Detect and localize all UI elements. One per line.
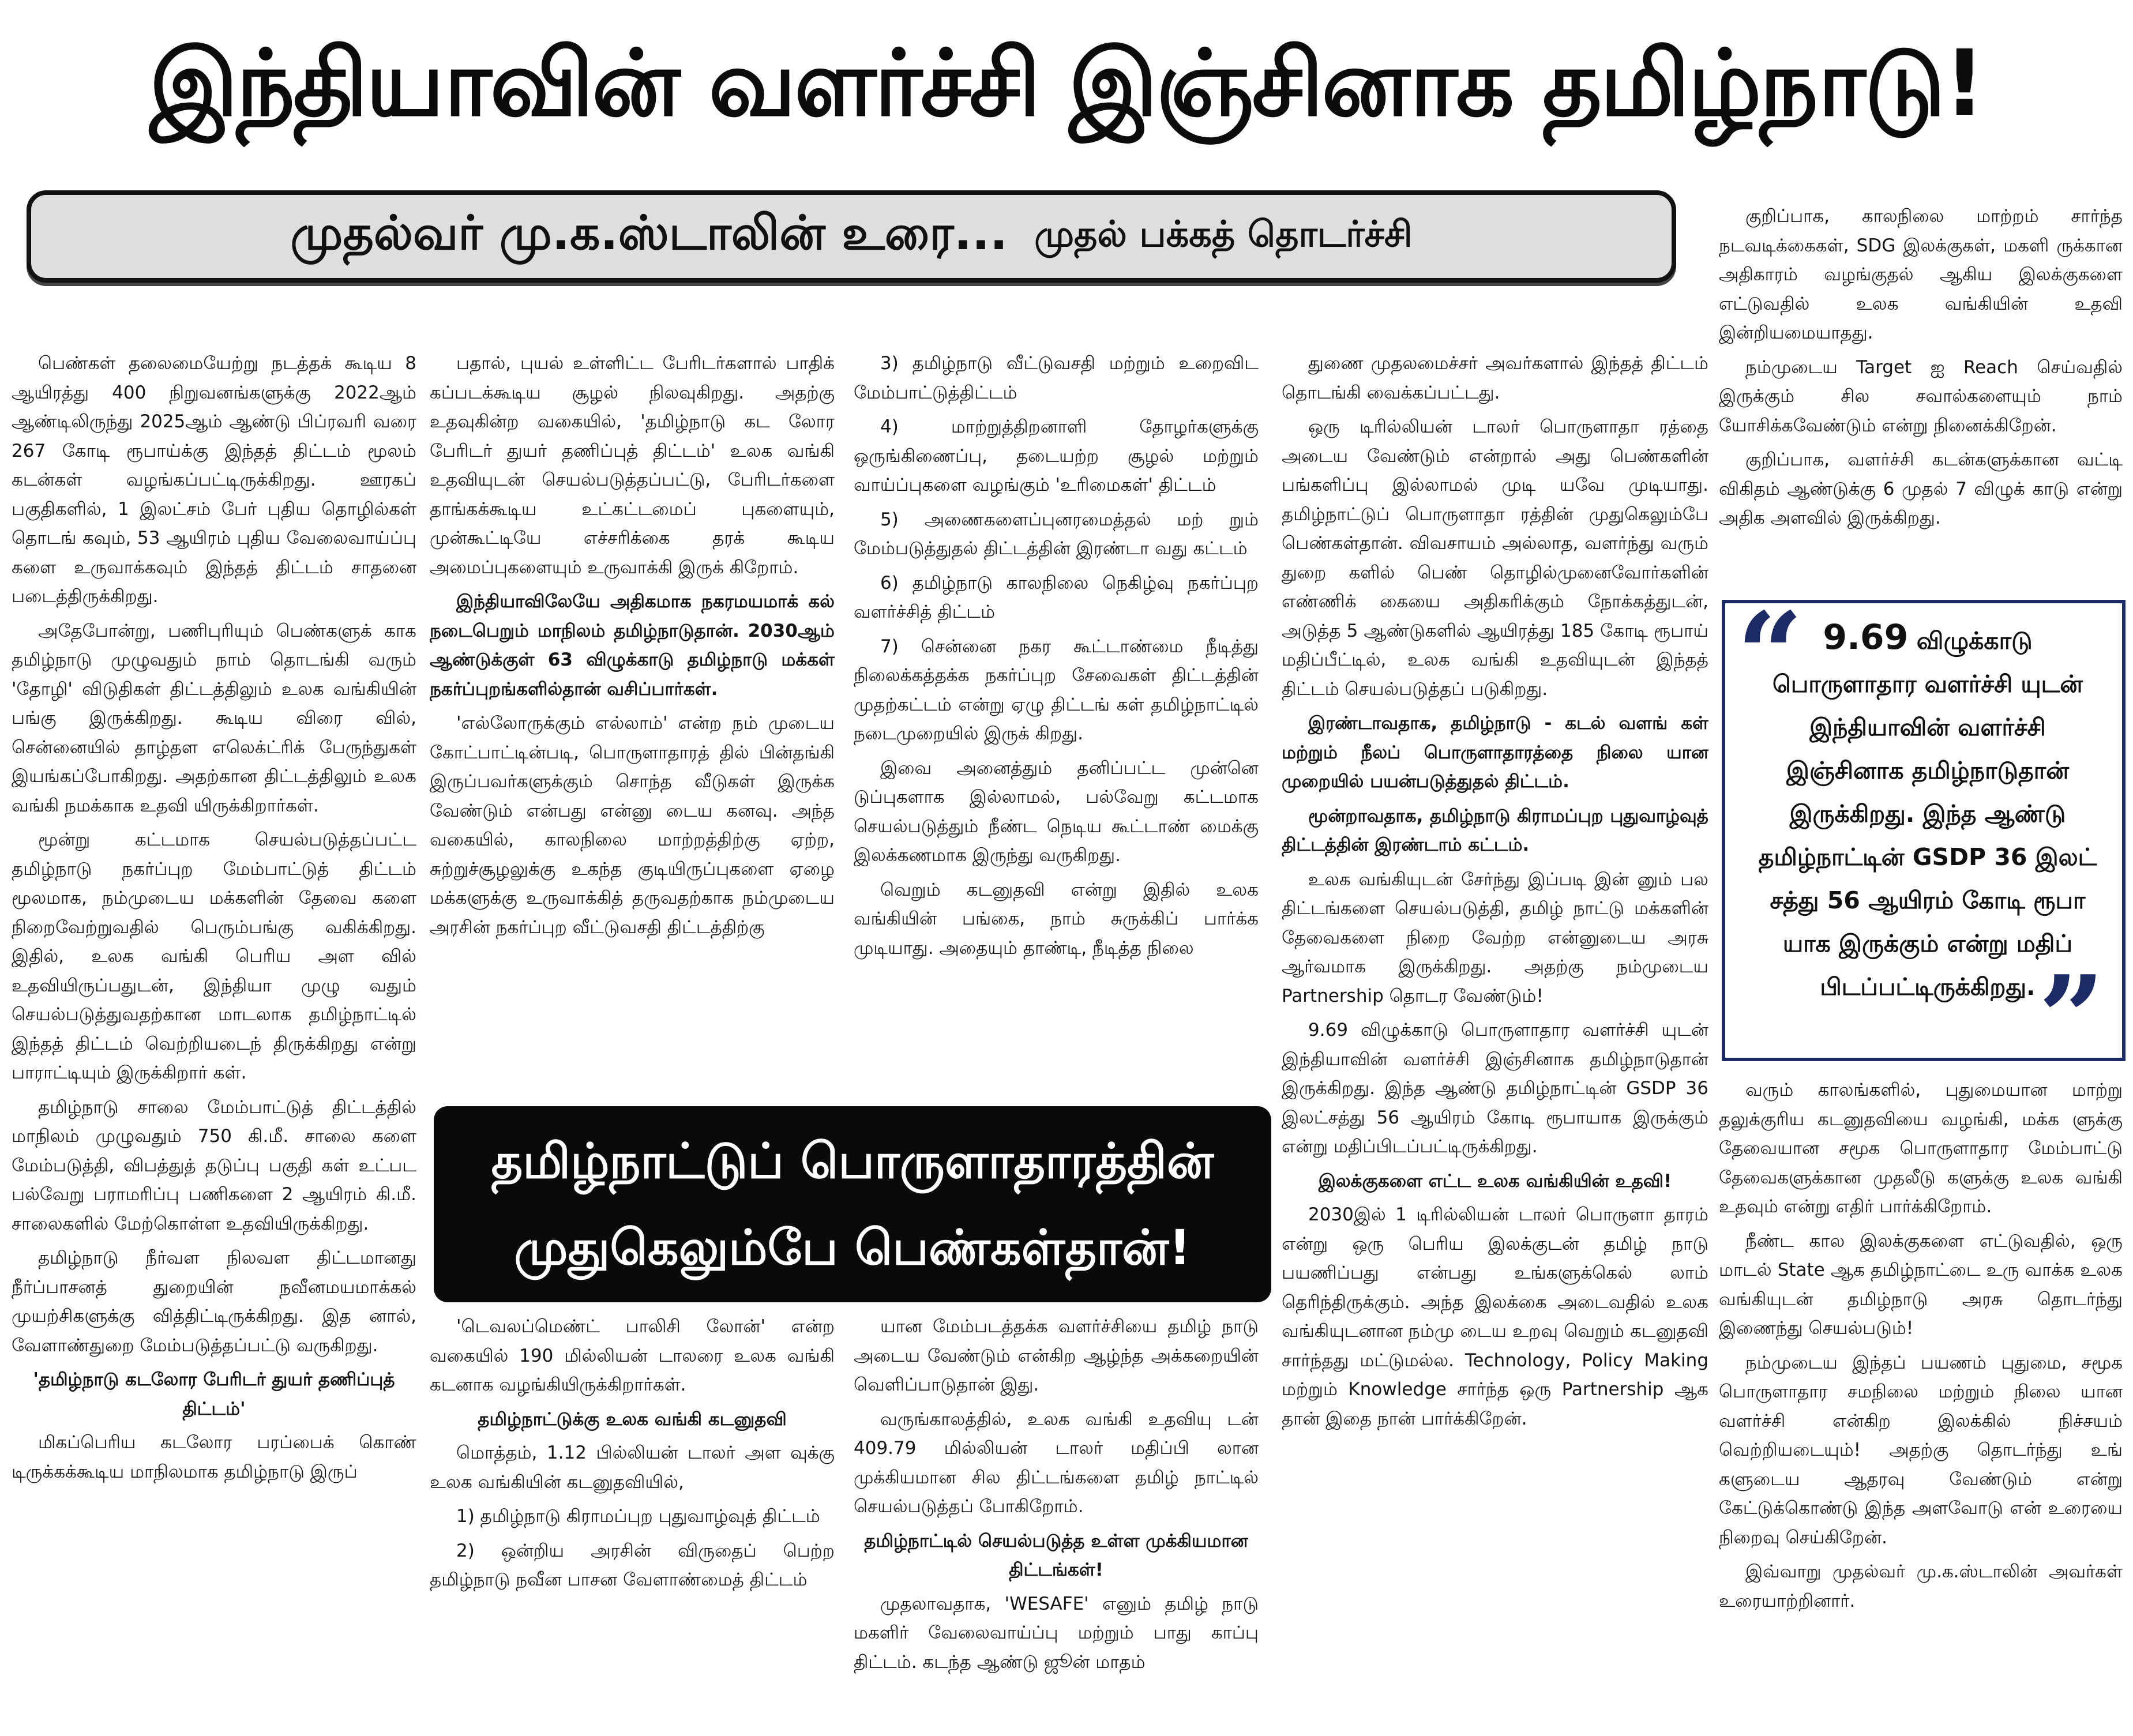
paragraph: பெண்கள் தலைமையேற்று நடத்தக் கூடிய 8 ஆயிரத்து 400 நிறுவனங்களுக்கு 2022ஆம் ஆண்டிலிருந்து 2025ஆம் ஆண்டு பிப்ரவரி வரை 267 கோடி ரூபாய்க்கு இந்தத் திட்டம் மூலம் கடன்கள் வழங்கப்பட்டிருக்கிறது. ஊரகப் பகுதிகளில், 1 இலட்சம் பேர் புதிய தொழில்கள் தொடங் கவும், 53 ஆயிரம் புதிய வேலைவாய்ப்பு களை உருவாக்கவும் இந்தத் திட்டம் சாதனை படைத்திருக்கிறது. (12, 353, 416, 607)
list-item: 7) சென்னை நகர கூட்டாண்மை நீடித்து நிலைக்கத்தக்க நகர்ப்புற சேவைகள் திட்டத்தின் முதற்கட்டம் என்று ஏழு திட்டங் கள் தமிழ்நாட்டில் நடைமுறையில் இருக் கிறது. (854, 636, 1259, 744)
pull-quote-box (1722, 587, 2126, 1086)
bold-paragraph: இரண்டாவதாக, தமிழ்நாடு - கடல் வளங் கள் மற்றும் நீலப் பொருளாதாரத்தை நிலை யான முறையில் பயன்படுத்துதல் திட்டம். (1282, 713, 1708, 792)
paragraph: யான மேம்படத்தக்க வளர்ச்சியை தமிழ் நாடு அடைய வேண்டும் என்கிற ஆழ்ந்த அக்கறையின் வெளிப்பாடுதான் இது. (854, 1316, 1259, 1395)
paragraph: மிகப்பெரிய கடலோர பரப்பைக் கொண் டிருக்கக்கூடிய மாநிலமாக தமிழ்நாடு இருப் (12, 1432, 416, 1482)
paragraph: இவ்வாறு முதல்வர் மு.க.ஸ்டாலின் அவர்கள் உரையாற்றினார். (1719, 1561, 2123, 1611)
article-column-3 (854, 349, 1259, 1093)
article-column-5-lower (1719, 1076, 2123, 1733)
paragraph: மொத்தம், 1.12 பில்லியன் டாலர் அள வுக்கு உலக வங்கியின் கடனுதவியில், (430, 1442, 835, 1493)
paragraph: தமிழ்நாடு நீர்வள நிலவள திட்டமானது நீர்ப்பாசனத் துறையின் நவீனமயமாக்கல் முயற்சிகளுக்கு வித்திட்டிருக்கிறது. இத னால், வேளாண்துறை மேம்படுத்தப்பட்டு வருகிறது. (12, 1247, 416, 1356)
paragraph: 9.69 விழுக்காடு பொருளாதார வளர்ச்சி யுடன் இந்தியாவின் வளர்ச்சி இஞ்சினாக தமிழ்நாடுதான் இருக்கிறது. இந்த ஆண்டு தமிழ்நாட்டின் GSDP 36 இலட்சத்து 56 ஆயிரம் கோடி ரூபாயாக இருக்கும் என்று மதிப்பிடப்பட்டிருக்கிறது. (1282, 1020, 1708, 1157)
list-item: 3) தமிழ்நாடு வீட்டுவசதி மற்றும் உறைவிட மேம்பாட்டுத்திட்டம் (854, 353, 1259, 403)
continued-label: முதல் பக்கத் தொடர்ச்சி (1034, 213, 1413, 255)
paragraph: முதலாவதாக, 'WESAFE' எனும் தமிழ் நாடு மகளிர் வேலைவாய்ப்பு மற்றும் பாது காப்பு திட்டம். கடந்த ஆண்டு ஜூன் மாதம் (854, 1593, 1259, 1673)
paragraph: பதால், புயல் உள்ளிட்ட பேரிடர்களால் பாதிக் கப்படக்கூடிய சூழல் நிலவுகிறது. அதற்கு உதவுகின்ற வகையில், 'தமிழ்நாடு கட லோர பேரிடர் துயர் தணிப்புத் திட்டம்' உலக வங்கி உதவியுடன் செயல்படுத்தப்பட்டு, பேரிடர்களை தாங்கக்கூடிய உட்கட்டமைப் புகளையும், முன்கூட்டியே எச்சரிக்கை தரக் கூடிய அமைப்புகளையும் உருவாக்கி இருக் கிறோம். (430, 353, 835, 578)
section-heading: தமிழ்நாட்டுக்கு உலக வங்கி கடனுதவி (478, 1408, 787, 1430)
paragraph: வரும் காலங்களில், புதுமையான மாற்று தலுக்குரிய கடனுதவியை வழங்கி, மக்க ளுக்கு தேவையான சமூக பொருளாதார மேம்பாட்டு தேவைகளுக்கான முதலீடு களுக்கு உலக வங்கி உதவும் என்று எதிர் பார்க்கிறோம். (1719, 1080, 2123, 1217)
article-column-1 (12, 349, 416, 1733)
paragraph: 'டெவலப்மெண்ட் பாலிசி லோன்' என்ற வகையில் 190 மில்லியன் டாலரை உலக வங்கி கடனாக வழங்கியிருக்கிறார்கள். (430, 1316, 835, 1395)
list-item: 2) ஒன்றிய அரசின் விருதைப் பெற்ற தமிழ்நாடு நவீன பாசன வேளாண்மைத் திட்டம் (430, 1540, 835, 1590)
paragraph: நம்முடைய Target ஐ Reach செய்வதில் இருக்கும் சில சவால்களையும் நாம் யோசிக்கவேண்டும் என்று நினைக்கிறேன். (1719, 356, 2123, 436)
list-item: 6) தமிழ்நாடு காலநிலை நெகிழ்வு நகர்ப்புற வளர்ச்சித் திட்டம் (854, 572, 1259, 622)
headline: இந்தியாவின் வளர்ச்சி இஞ்சினாக தமிழ்நாடு! (149, 31, 1984, 137)
article-column-4 (1282, 349, 1708, 1733)
paragraph: ஒரு டிரில்லியன் டாலர் பொருளாதா ரத்தை அடைய வேண்டும் என்றால் அது பெண்களின் பங்களிப்பு இல்லாமல் முடி யவே முடியாது. தமிழ்நாட்டுப் பொருளாதா ரத்தின் முதுகெலும்பே பெண்கள்தான். விவசாயம் அல்லாத, வளர்ந்து வரும் துறை களில் பெண் தொழில்முனைவோர்களின் எண்ணிக் கையை அதிகரிக்கும் நோக்கத்துடன், அடுத்த 5 ஆண்டுகளில் ஆயிரத்து 185 கோடி ரூபாய் மதிப்பீட்டில், உலக வங்கி உதவியுடன் இந்தத் திட்டம் செயல்படுத்தப் படுகிறது. (1282, 416, 1708, 700)
banner-line-2: முதுகெலும்பே பெண்கள்தான்! (514, 1219, 1191, 1276)
paragraph: தமிழ்நாடு சாலை மேம்பாட்டுத் திட்டத்தில் மாநிலம் முழுவதும் 750 கி.மீ. சாலை களை மேம்படுத்தி, விபத்துத் தடுப்பு பகுதி கள் உட்பட பல்வேறு பராமரிப்பு பணிகளை 2 ஆயிரம் கி.மீ. சாலைகளில் மேற்கொள்ள உதவியிருக்கிறது. (12, 1096, 416, 1234)
list-item: 1) தமிழ்நாடு கிராமப்புற புதுவாழ்வுத் திட்டம் (456, 1506, 820, 1527)
highlight-banner (434, 1106, 1271, 1302)
paragraph: குறிப்பாக, வளர்ச்சி கடன்களுக்கான வட்டி விகிதம் ஆண்டுக்கு 6 முதல் 7 விழுக் காடு என்று அதிக அளவில் இருக்கிறது. (1719, 449, 2123, 528)
pull-quote-figure: 9.69 (1823, 617, 1909, 657)
bold-paragraph: மூன்றாவதாக, தமிழ்நாடு கிராமப்புற புதுவாழ்வுத் திட்டத்தின் இரண்டாம் கட்டம். (1282, 805, 1708, 855)
paragraph: வெறும் கடனுதவி என்று இதில் உலக வங்கியின் பங்கை, நாம் சுருக்கிப் பார்க்க முடியாது. அதையும் தாண்டி, நீடித்த நிலை (854, 879, 1259, 959)
article-column-5 (1719, 202, 2123, 594)
close-quote-icon: ” (2038, 950, 2105, 1086)
paragraph: மூன்று கட்டமாக செயல்படுத்தப்பட்ட தமிழ்நாடு நகர்ப்புற மேம்பாட்டுத் திட்டம் மூலமாக, நம்முடைய மக்களின் தேவை களை நிறைவேற்றுவதில் பெரும்பங்கு வகிக்கிறது. இதில், உலக வங்கி பெரிய அள வில் உதவியிருப்பதுடன், இந்தியா முழு வதும் செயல்படுத்துவதற்கான மாடலாக தமிழ்நாட்டில் இந்தத் திட்டம் வெற்றியடைந் திருக்கிறது என்று பாராட்டியும் இருக்கிறார் கள். (12, 829, 416, 1083)
paragraph: நீண்ட கால இலக்குகளை எட்டுவதில், ஒரு மாடல் State ஆக தமிழ்நாட்டை உரு வாக்க உலக வங்கியுடன் தமிழ்நாடு அரசு தொடர்ந்து இணைந்து செயல்படும்! (1719, 1230, 2123, 1339)
article-column-3-lower (854, 1312, 1259, 1733)
article-column-2 (430, 349, 835, 1093)
section-heading: 'தமிழ்நாடு கடலோர பேரிடர் துயர் தணிப்புத் திட்டம்' (33, 1369, 395, 1419)
article-column-2-lower (430, 1312, 835, 1733)
list-item: 4) மாற்றுத்திறனாளி தோழர்களுக்கு ஒருங்கிணைப்பு, தடையற்ற சூழல் மற்றும் வாய்ப்புகளை வழங்கும் 'உரிமைகள்' திட்டம் (854, 416, 1259, 495)
subheadline-box (27, 190, 1676, 283)
paragraph: உலக வங்கியுடன் சேர்ந்து இப்படி இன் னும் பல திட்டங்களை செயல்படுத்தி, தமிழ் நாட்டு மக்களின் தேவைகளை நிறை வேற்ற என்னுடைய அரசு ஆர்வமாக இருக்கிறது. அதற்கு நம்முடைய Partnership தொடர வேண்டும்! (1282, 869, 1708, 1006)
list-item: 5) அணைகளைப்புனரமைத்தல் மற் றும் மேம்படுத்துதல் திட்டத்தின் இரண்டா வது கட்டம் (854, 509, 1259, 559)
paragraph: வருங்காலத்தில், உலக வங்கி உதவியு டன் 409.79 மில்லியன் டாலர் மதிப்பி லான முக்கியமான சில திட்டங்களை தமிழ் நாட்டில் செயல்படுத்தப் போகிறோம். (854, 1408, 1259, 1517)
section-heading: இலக்குகளை எட்ட உலக வங்கியின் உதவி! (1318, 1170, 1672, 1192)
paragraph: 2030இல் 1 டிரில்லியன் டாலர் பொருளா தாரம் என்று ஒரு பெரிய இலக்குடன் தமிழ் நாடு பயணிப்பது என்பது உங்களுக்கெல் லாம் தெரிந்திருக்கும். அந்த இலக்கை அடைவதில் உலக வங்கியுடனான நம்மு டைய உறவு வெறும் கடனுதவி சார்ந்தது மட்டுமல்ல. Technology, Policy Making மற்றும் Knowledge சார்ந்த ஒரு Partnership ஆக தான் இதை நான் பார்க்கிறேன். (1282, 1204, 1708, 1429)
paragraph: 'எல்லோருக்கும் எல்லாம்' என்ற நம் முடைய கோட்பாட்டின்படி, பொருளாதாரத் தில் பின்தங்கி இருப்பவர்களுக்கும் சொந்த வீடுகள் இருக்க வேண்டும் என்பது என்னு டைய கனவு. அந்த வகையில், காலநிலை மாற்றத்திற்கு ஏற்ற, சுற்றுச்சூழலுக்கு உகந்த குடியிருப்புகளை ஏழை மக்களுக்கு உருவாக்கித் தருவதற்காக நம்முடைய அரசின் நகர்ப்புற வீட்டுவசதி திட்டத்திற்கு (430, 713, 835, 938)
open-quote-icon: “ (1737, 587, 1804, 723)
pull-quote-body: விழுக்காடு பொருளாதார வளர்ச்சி யுடன் இந்தியாவின் வளர்ச்சி இஞ்சினாக தமிழ்நாடுதான் இருக்கிறது. இந்த ஆண்டு தமிழ்நாட்டின் GSDP 36 இலட் சத்து 56 ஆயிரம் கோடி ரூபா யாக இருக்கும் என்று மதிப் பிடப்பட்டிருக்கிறது. (1758, 627, 2097, 1001)
paragraph: நம்முடைய இந்தப் பயணம் புதுமை, சமூக பொருளாதார சமநிலை மற்றும் நிலை யான வளர்ச்சி என்கிற இலக்கில் நிச்சயம் வெற்றியடையும்! அதற்கு தொடர்ந்து உங் களுடைய ஆதரவு வேண்டும் என்று கேட்டுக்கொண்டு இந்த அளவோடு என் உரையை நிறைவு செய்கிறேன். (1719, 1352, 2123, 1548)
paragraph: துணை முதலமைச்சர் அவர்களால் இந்தத் திட்டம் தொடங்கி வைக்கப்பட்டது. (1282, 353, 1708, 403)
banner-line-1: தமிழ்நாட்டுப் பொருளாதாரத்தின் (491, 1133, 1214, 1189)
paragraph: இவை அனைத்தும் தனிப்பட்ட முன்னெ டுப்புகளாக இல்லாமல், பல்வேறு கட்டமாக செயல்படுத்தும் நீண்ட நெடிய கூட்டாண் மைக்கு இலக்கணமாக இருந்து வருகிறது. (854, 757, 1259, 866)
paragraph: அதேபோன்று, பணிபுரியும் பெண்களுக் காக தமிழ்நாடு முழுவதும் நாம் தொடங்கி வரும் 'தோழி' விடுதிகள் திட்டத்திலும் உலக வங்கியின் பங்கு இருக்கிறது. கூடிய விரை வில், சென்னையில் தாழ்தள எலெக்ட்ரிக் பேருந்துகள் இயங்கப்போகிறது. அதற்கான திட்டத்திலும் உலக வங்கி நமக்காக உதவி யிருக்கிறார்கள். (12, 620, 416, 816)
paragraph: குறிப்பாக, காலநிலை மாற்றம் சார்ந்த நடவடிக்கைகள், SDG இலக்குகள், மகளி ருக்கான அதிகாரம் வழங்குதல் ஆகிய இலக்குகளை எட்டுவதில் உலக வங்கியின் உதவி இன்றியமையாதது. (1719, 206, 2123, 343)
section-heading: தமிழ்நாட்டில் செயல்படுத்த உள்ள முக்கியமான திட்டங்கள்! (864, 1530, 1248, 1580)
subheadline: முதல்வர் மு.க.ஸ்டாலின் உரை... (290, 206, 1008, 261)
bold-paragraph: இந்தியாவிலேயே அதிகமாக நகரமயமாக் கல் நடைபெறும் மாநிலம் தமிழ்நாடுதான். 2030ஆம் ஆண்டுக்குள் 63 விழுக்காடு தமிழ்நாடு மக்கள் நகர்ப்புறங்களில்தான் வசிப்பார்கள். (430, 591, 835, 700)
